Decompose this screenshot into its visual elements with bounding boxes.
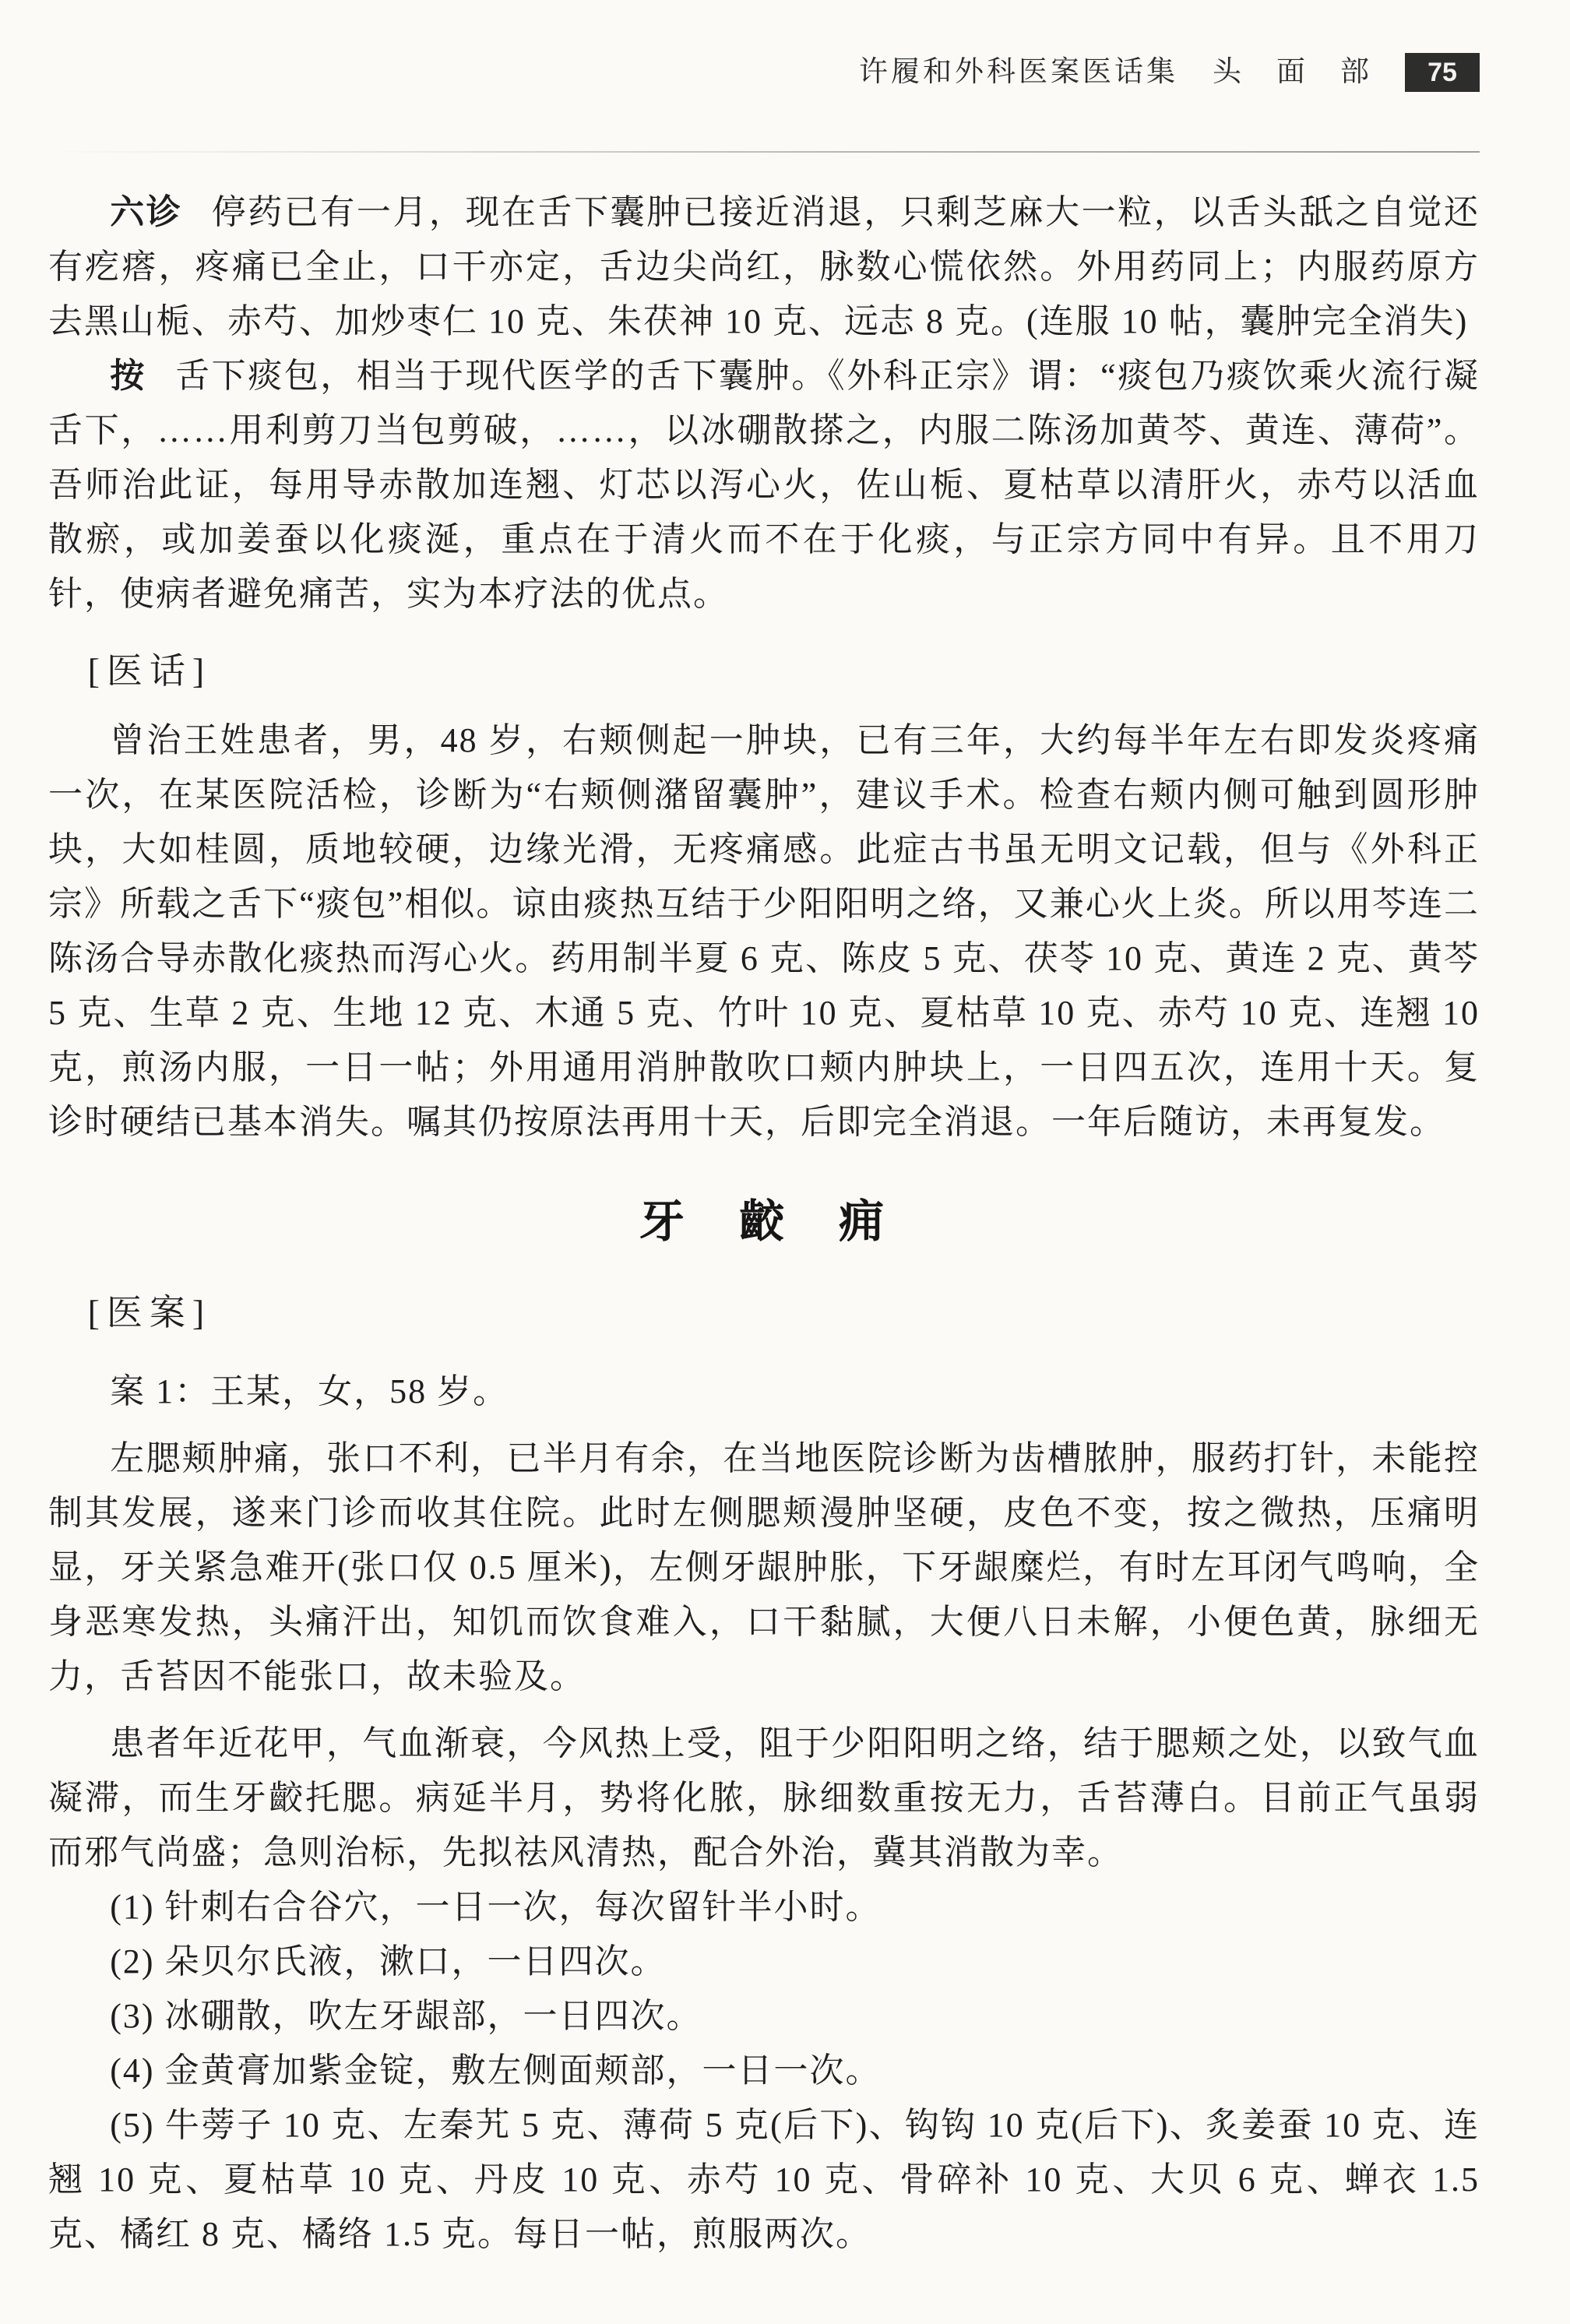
commentary-text: 舌下痰包，相当于现代医学的舌下囊肿。《外科正宗》谓：“痰包乃痰饮乘火流行凝舌下，……用利剪刀当包剪破，……，以冰硼散搽之，内服二陈汤加黄芩、黄连、薄荷”。吾师治此证，每用导赤散加连翘、灯芯以泻心火，佐山栀、夏枯草以清肝火，赤芍以活血散瘀，或加姜蚕以化痰涎，重点在于清火而不在于化痰，与正宗方同中有异。且不用刀针，使病者避免痛苦，实为本疗法的优点。: [48, 357, 1480, 613]
treatment-item-3: (3) 冰硼散，吹左牙龈部，一日四次。: [110, 1997, 702, 2035]
visit-six-text: 停药已有一月，现在舌下囊肿已接近消退，只剩芝麻大一粒，以舌头舐之自觉还有疙瘩，疼痛已全止，口干亦定，舌边尖尚红，脉数心慌依然。外用药同上；内服药原方去黑山栀、赤芍、加炒枣仁 10 克、朱茯神 10 克、远志 8 克。(连服 10 帖，囊肿完全消失): [48, 193, 1480, 340]
running-title: 许履和外科医案医话集: [859, 56, 1178, 88]
header-rule: [48, 151, 1480, 153]
section-crumbs: 头 面 部: [1213, 56, 1372, 88]
visit-six-label: 六诊: [110, 193, 183, 231]
page-body: [48, 185, 1480, 2262]
paragraph-case-analysis: 患者年近花甲，气血渐衰，今风热上受，阻于少阳阳明之络，结于腮颊之处，以致气血凝滞，而生牙齩托腮。病延半月，势将化脓，脉细数重按无力，舌苔薄白。目前正气虽弱而邪气尚盛；急则治标，先拟祛风清热，配合外治，冀其消散为幸。: [48, 1724, 1480, 1872]
page-header: [48, 50, 1480, 95]
case-1-label: 案 1：王某，女，58 岁。: [110, 1372, 509, 1410]
section-title-ya-yao-yong: 牙 齩 痈: [639, 1196, 889, 1247]
paragraph-visit-six: [48, 185, 1480, 349]
page-number-badge: 75: [1405, 53, 1480, 92]
paragraph-medical-talk: 曾治王姓患者，男，48 岁，右颊侧起一肿块，已有三年，大约每半年左右即发炎疼痛一次，在某医院活检，诊断为“右颊侧潴留囊肿”，建议手术。检查右颊内侧可触到圆形肿块，大如桂圆，质地较硬，边缘光滑，无疼痛感。此症古书虽无明文记载，但与《外科正宗》所载之舌下“痰包”相似。谅由痰热互结于少阳阳明之络，又兼心火上炎。所以用芩连二陈汤合导赤散化痰热而泻心火。药用制半夏 6 克、陈皮 5 克、茯苓 10 克、黄连 2 克、黄芩 5 克、生草 2 克、生地 12 克、木通 5 克、竹叶 10 克、夏枯草 10 克、赤芍 10 克、连翘 10 克，煎汤内服，一日一帖；外用通用消肿散吹口颊内肿块上，一日四五次，连用十天。复诊时硬结已基本消失。嘱其仍按原法再用十天，后即完全消退。一年后随访，未再复发。: [48, 721, 1480, 1141]
heading-medical-talk: [医话]: [87, 651, 212, 691]
heading-medical-cases: [医案]: [87, 1293, 212, 1333]
paragraph-case-presentation: 左腮颊肿痛，张口不利，已半月有余，在当地医院诊断为齿槽脓肿，服药打针，未能控制其发展，遂来门诊而收其住院。此时左侧腮颊漫肿坚硬，皮色不变，按之微热，压痛明显，牙关紧急难开(张口仅 0.5 厘米)，左侧牙龈肿胀，下牙龈糜烂，有时左耳闭气鸣响，全身恶寒发热，头痛汗出，知饥而饮食难入，口干黏腻，大便八日未解，小便色黄，脉细无力，舌苔因不能张口，故未验及。: [48, 1439, 1480, 1695]
treatment-item-4: (4) 金黄膏加紫金锭，敷左侧面颊部，一日一次。: [110, 2051, 882, 2090]
treatment-item-2: (2) 朵贝尔氏液，漱口，一日四次。: [110, 1942, 667, 1981]
treatment-item-5: (5) 牛蒡子 10 克、左秦艽 5 克、薄荷 5 克(后下)、钩钩 10 克(后下)、炙姜蚕 10 克、连翘 10 克、夏枯草 10 克、丹皮 10 克、赤芍 10 克、骨碎补 10 克、大贝 6 克、蝉衣 1.5 克、橘红 8 克、橘络 1.5 克。每日一帖，煎服两次。: [48, 2106, 1480, 2253]
treatment-item-1: (1) 针刺右合谷穴，一日一次，每次留针半小时。: [110, 1888, 882, 1926]
paragraph-commentary: [48, 349, 1480, 621]
commentary-label: 按: [110, 357, 146, 395]
